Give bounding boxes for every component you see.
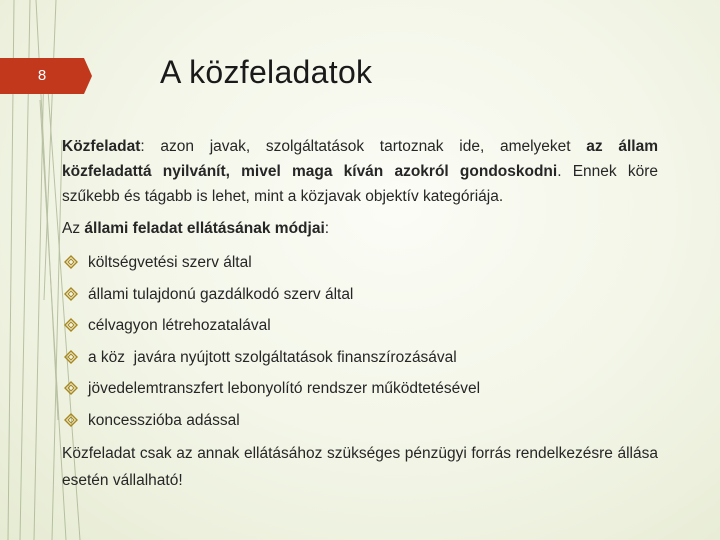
diamond-outline-icon xyxy=(64,413,78,427)
list-item xyxy=(62,376,658,408)
list-item-label: célvagyon létrehozatalával xyxy=(88,317,271,334)
definition-text-2: . Ennek köre szűkebb és tágabb is lehet, mint a közjavak objektív kategóriája. xyxy=(62,163,659,205)
list-item-label: koncesszióba adással xyxy=(88,411,240,429)
list-item-label: költségvetési szerv által xyxy=(88,254,252,271)
definition-bold: az állam közfeladattá nyilvánít, mivel maga kíván azokról gondoskodni xyxy=(62,138,659,180)
list-item xyxy=(62,313,658,345)
list-item-label: állami tulajdonú gazdálkodó szerv által xyxy=(88,285,354,303)
definition-paragraph xyxy=(62,134,658,209)
conclusion-paragraph: Közfeladat csak az annak ellátásához szükséges pénzügyi forrás rendelkezésre állása esetén vállalható! xyxy=(62,445,658,489)
slide-number: 8 xyxy=(37,67,47,84)
list-item xyxy=(62,250,658,282)
diamond-outline-icon xyxy=(64,350,78,364)
modes-prefix: Az xyxy=(62,220,85,237)
modes-suffix: : xyxy=(324,220,330,237)
list-item xyxy=(62,408,658,440)
list-item-label: a köz javára nyújtott szolgáltatások finanszírozásával xyxy=(88,348,457,366)
slide-number-badge xyxy=(0,58,92,94)
definition-text-1: : azon javak, szolgáltatások tartoznak ide, amelyeket xyxy=(140,138,587,155)
diamond-outline-icon xyxy=(64,255,78,269)
definition-term: Közfeladat xyxy=(62,138,141,155)
diamond-outline-icon xyxy=(64,318,78,332)
slide-title: A közfeladatok xyxy=(160,54,373,90)
diamond-outline-icon xyxy=(64,381,78,395)
modes-bold: állami feladat ellátásának módjai xyxy=(84,220,325,237)
list-item xyxy=(62,345,658,377)
diamond-outline-icon xyxy=(64,287,78,301)
modes-heading xyxy=(62,216,658,241)
modes-list xyxy=(62,250,658,439)
list-item-label: jövedelemtranszfert lebonyolító rendszer működtetésével xyxy=(88,380,481,397)
list-item xyxy=(62,282,658,314)
slide-content xyxy=(62,134,658,494)
